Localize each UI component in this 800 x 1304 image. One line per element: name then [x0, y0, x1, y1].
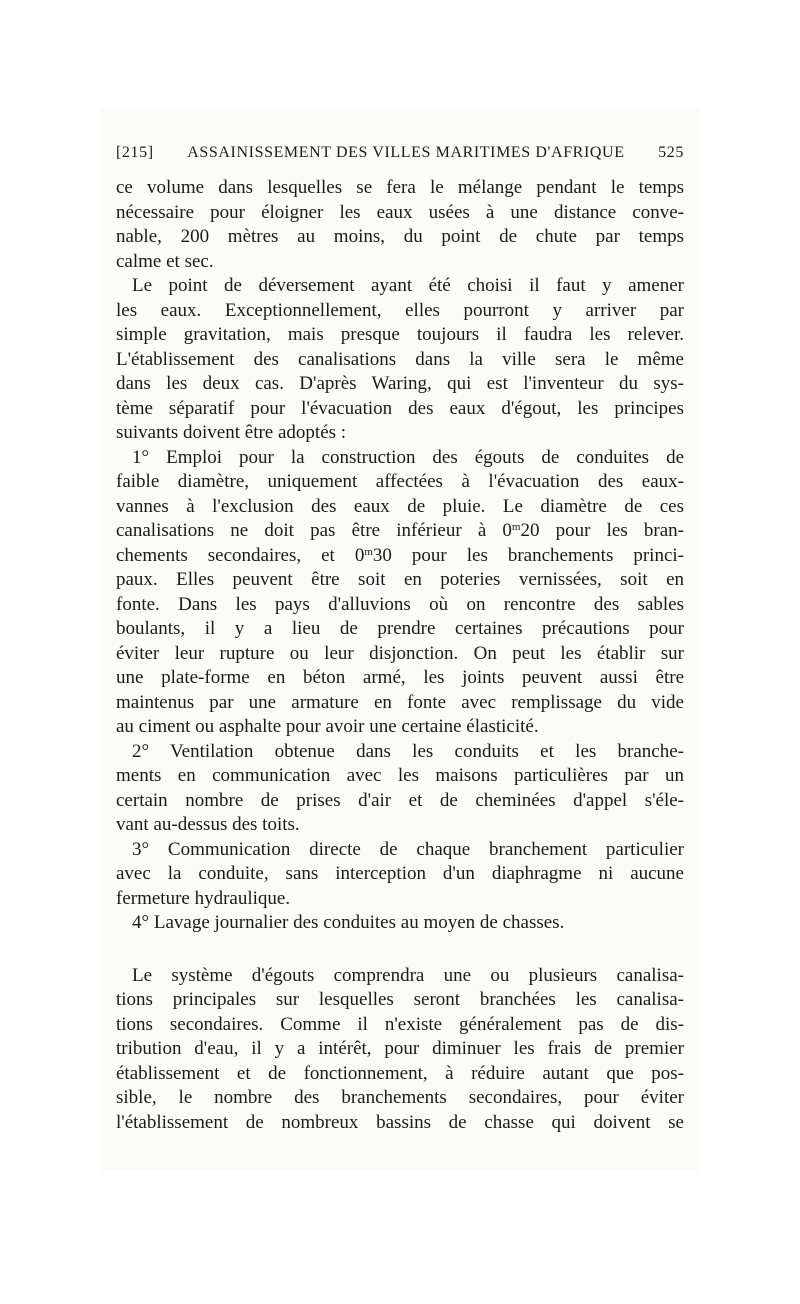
text-line: ments en communication avec les maisons particulières par un — [116, 765, 684, 786]
text-line: tions principales sur lesquelles seront branchées les canalisa- — [116, 989, 684, 1010]
text-line: tème séparatif pour l'évacuation des eaux d'égout, les principes — [116, 397, 684, 419]
text-line: l'établissement de nombreux bassins de chasse qui doivent se — [116, 1111, 684, 1133]
text-line: ce volume dans lesquelles se fera le mélange pendant le temps — [116, 177, 684, 198]
paragraph-gap — [116, 936, 684, 964]
text-line: fonte. Dans les pays d'alluvions où on rencontre des sables — [116, 593, 684, 615]
page-reference: [215] — [116, 144, 154, 161]
text-line: vannes à l'exclusion des eaux de pluie. Le diamètre de ces — [116, 495, 684, 517]
text-line: L'établissement des canalisations dans la ville sera le même — [116, 348, 684, 370]
text-line: suivants doivent être adoptés : — [116, 422, 347, 443]
text-line: sible, le nombre des branchements secondaires, pour éviter — [116, 1087, 684, 1108]
text-line: 1° Emploi pour la construction des égouts de conduites de — [132, 446, 684, 468]
running-title: ASSAINISSEMENT DES VILLES MARITIMES D'AFRIQUE — [187, 144, 625, 161]
text-line: nécessaire pour éloigner les eaux usées à une distance conve- — [116, 201, 684, 223]
text-line: faible diamètre, uniquement affectées à l'évacuation des eaux- — [116, 471, 684, 492]
text-line: établissement et de fonctionnement, à réduire autant que pos- — [116, 1062, 684, 1084]
text-line: canalisations ne doit pas être inférieur à 0$^m$20 pour les bran- — [116, 520, 684, 541]
text-line: avec la conduite, sans interception d'un diaphragme ni aucune — [116, 863, 684, 884]
body-text — [116, 176, 684, 1135]
page-number: 525 — [658, 144, 684, 161]
text-line: Le système d'égouts comprendra une ou plusieurs canalisa- — [132, 964, 684, 986]
text-line: Le point de déversement ayant été choisi il faut y amener — [132, 275, 684, 296]
text-line: simple gravitation, mais presque toujours il faudra les relever. — [116, 324, 684, 345]
text-line: les eaux. Exceptionnellement, elles pourront y arriver par — [116, 299, 684, 321]
text-line: 2° Ventilation obtenue dans les conduits et les branche- — [132, 740, 684, 762]
text-line: au ciment ou asphalte pour avoir une certaine élasticité. — [116, 716, 539, 737]
text-line: vant au-dessus des toits. — [116, 814, 300, 835]
text-line: certain nombre de prises d'air et de cheminées d'appel s'éle- — [116, 789, 684, 811]
text-line: maintenus par une armature en fonte avec remplissage du vide — [116, 691, 684, 713]
text-line: une plate-forme en béton armé, les joints peuvent aussi être — [116, 667, 684, 688]
text-line: chements secondaires, et 0$^m$30 pour les branchements princi- — [116, 544, 684, 566]
text-line: tribution d'eau, il y a intérêt, pour diminuer les frais de premier — [116, 1038, 684, 1059]
text-line: éviter leur rupture ou leur disjonction. On peut les établir sur — [116, 642, 684, 664]
text-line: calme et sec. — [116, 250, 214, 272]
text-line: dans les deux cas. D'après Waring, qui est l'inventeur du sys- — [116, 373, 684, 394]
text-line: tions secondaires. Comme il n'existe généralement pas de dis- — [116, 1013, 684, 1035]
text-line: boulants, il y a lieu de prendre certaines précautions pour — [116, 618, 684, 639]
text-line: 3° Communication directe de chaque branchement particulier — [132, 838, 684, 860]
text-line: paux. Elles peuvent être soit en poteries vernissées, soit en — [116, 569, 684, 590]
running-header — [116, 144, 684, 162]
text-line: nable, 200 mètres au moins, du point de chute par temps — [116, 226, 684, 247]
text-line: fermeture hydraulique. — [116, 887, 291, 909]
text-line: 4° Lavage journalier des conduites au moyen de chasses. — [132, 912, 565, 933]
